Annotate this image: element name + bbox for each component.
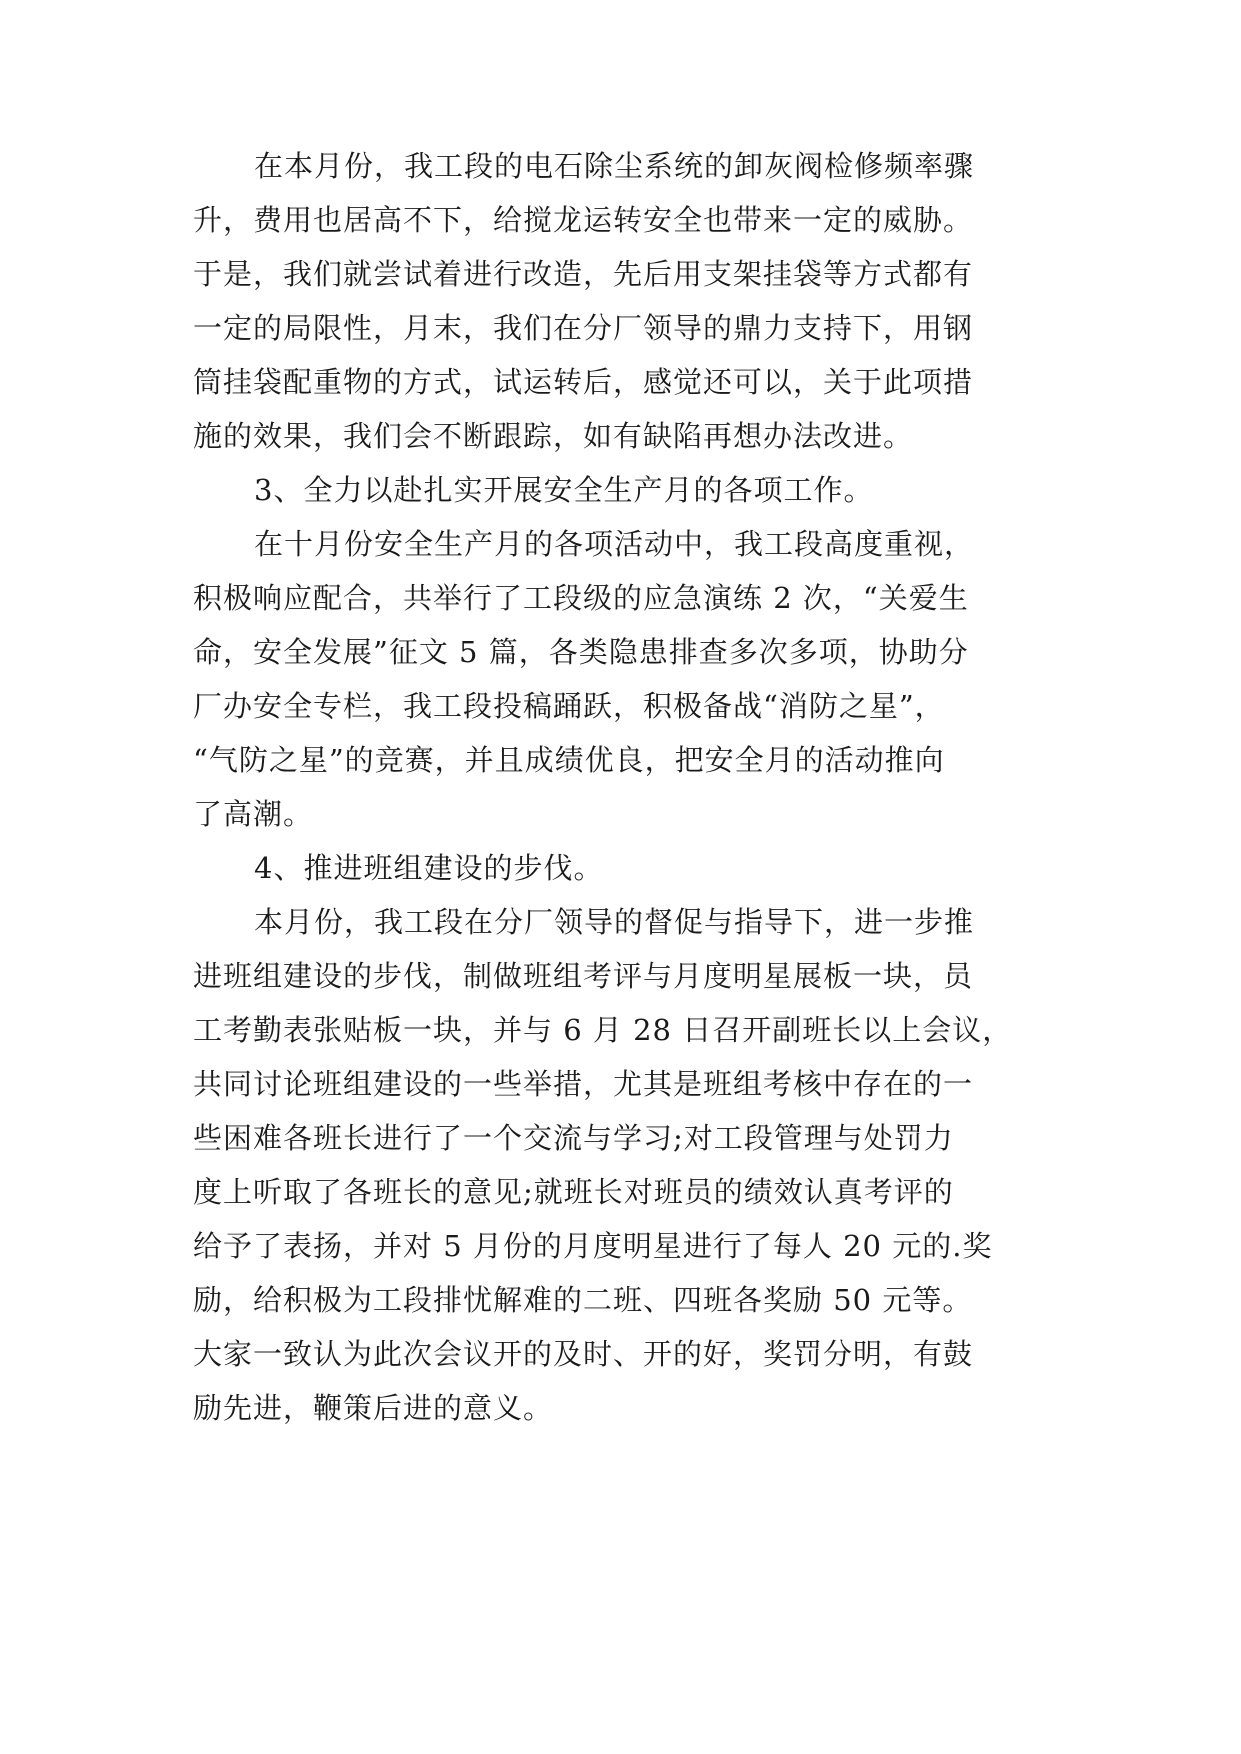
- text-line: 给予了表扬，并对 5 月份的月度明星进行了每人 20 元的.奖: [193, 1229, 993, 1263]
- text-line: 于是，我们就尝试着进行改造，先后用支架挂袋等方式都有: [193, 257, 974, 291]
- text-line: “气防之星”的竞赛，并且成绩优良，把安全月的活动推向: [193, 743, 945, 777]
- text-line: 励，给积极为工段排忧解难的二班、四班各奖励 50 元等。: [193, 1283, 973, 1317]
- text-line: 在本月份，我工段的电石除尘系统的卸灰阀检修频率骤: [254, 149, 975, 183]
- text-line: 励先进，鞭策后进的意义。: [193, 1391, 554, 1425]
- text-line: 大家一致认为此次会议开的及时、开的好，奖罚分明，有鼓: [193, 1337, 974, 1371]
- text-line: 命，安全发展”征文 5 篇，各类隐患排查多次多项，协助分: [193, 635, 969, 669]
- text-line: 共同讨论班组建设的一些举措，尤其是班组考核中存在的一: [193, 1067, 974, 1101]
- section-heading: 3、全力以赴扎实开展安全生产月的各项工作。: [254, 473, 874, 507]
- text-line: 些困难各班长进行了一个交流与学习;对工段管理与处罚力: [193, 1121, 954, 1155]
- text-line: 积极响应配合，共举行了工段级的应急演练 2 次，“关爱生: [193, 581, 969, 615]
- text-line: 了高潮。: [193, 797, 314, 831]
- text-line: 度上听取了各班长的意见;就班长对班员的绩效认真考评的: [193, 1175, 954, 1209]
- section-heading: 4、推进班组建设的步伐。: [254, 851, 604, 885]
- text-line: 筒挂袋配重物的方式，试运转后，感觉还可以，关于此项措: [193, 365, 974, 399]
- text-line: 升，费用也居高不下，给搅龙运转安全也带来一定的威胁。: [193, 203, 974, 237]
- text-line: 工考勤表张贴板一块，并与 6 月 28 日召开副班长以上会议，: [193, 1013, 1013, 1047]
- text-line: 在十月份安全生产月的各项活动中，我工段高度重视，: [254, 527, 975, 561]
- text-line: 一定的局限性，月末，我们在分厂领导的鼎力支持下，用钢: [193, 311, 974, 345]
- text-line: 施的效果，我们会不断跟踪，如有缺陷再想办法改进。: [193, 419, 914, 453]
- text-line: 本月份，我工段在分厂领导的督促与指导下，进一步推: [254, 905, 975, 939]
- text-line: 厂办安全专栏，我工段投稿踊跃，积极备战“消防之星”，: [193, 689, 945, 723]
- text-line: 进班组建设的步伐，制做班组考评与月度明星展板一块，员: [193, 959, 974, 993]
